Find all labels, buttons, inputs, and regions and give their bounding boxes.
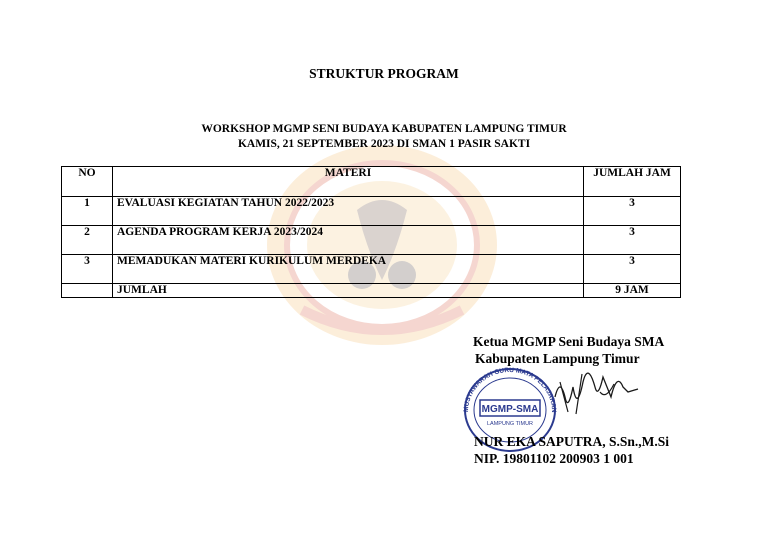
signer-name: NUR EKA SAPUTRA, S.Sn.,M.Si	[474, 434, 670, 449]
cell-empty	[62, 284, 113, 298]
signer-nip: NIP. 19801102 200903 1 001	[474, 451, 634, 466]
stamp-text-top: MUSYAWARAH GURU MATA PELAJARAN	[462, 366, 558, 413]
table-row	[62, 226, 681, 255]
cell-jam: 3	[584, 255, 681, 284]
cell-no: 2	[62, 226, 113, 255]
document-title: STRUKTUR PROGRAM	[309, 66, 459, 81]
table-row	[62, 255, 681, 284]
table-total-row	[62, 284, 681, 298]
subtitle-line-event: WORKSHOP MGMP SENI BUDAYA KABUPATEN LAMPUNG TIMUR	[201, 123, 567, 135]
document-subtitle	[0, 122, 768, 152]
header-jumlah-jam: JUMLAH JAM	[584, 167, 681, 197]
stamp-text-center: MGMP-SMA	[481, 404, 539, 415]
subtitle-line-date: KAMIS, 21 SEPTEMBER 2023 DI SMAN 1 PASIR SAKTI	[237, 138, 531, 150]
cell-materi: MEMADUKAN MATERI KURIKULUM MERDEKA	[113, 255, 584, 284]
header-no: NO	[62, 167, 113, 197]
table-header-row	[62, 167, 681, 197]
cell-no: 1	[62, 197, 113, 226]
table-row	[62, 197, 681, 226]
header-materi: MATERI	[113, 167, 584, 197]
program-table	[61, 166, 681, 298]
signer-block	[474, 433, 669, 467]
cell-total-label: JUMLAH	[113, 284, 584, 298]
cell-total-value: 9 JAM	[584, 284, 681, 298]
cell-materi: EVALUASI KEGIATAN TAHUN 2022/2023	[113, 197, 584, 226]
position-line-2: Kabupaten Lampung Timur	[475, 351, 640, 366]
cell-jam: 3	[584, 197, 681, 226]
cell-jam: 3	[584, 226, 681, 255]
stamp-text-bottom: LAMPUNG TIMUR	[486, 421, 534, 427]
cell-no: 3	[62, 255, 113, 284]
cell-materi: AGENDA PROGRAM KERJA 2023/2024	[113, 226, 584, 255]
position-line-1: Ketua MGMP Seni Budaya SMA	[473, 334, 665, 349]
